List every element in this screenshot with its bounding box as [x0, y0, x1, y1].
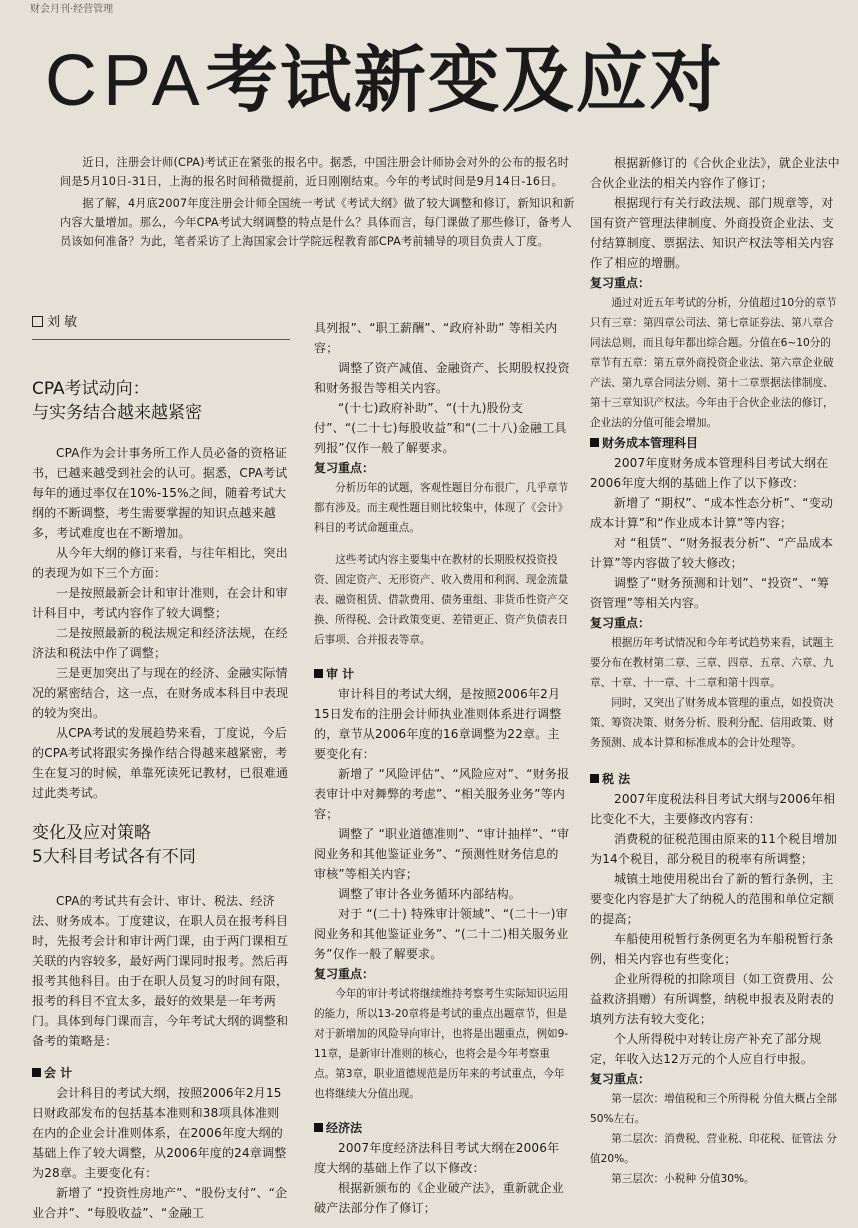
byline-divider: [32, 339, 290, 340]
col2-paragraph: 新增了 “风险评估”、“风险应对”、“财务报表审计中对舞弊的考虑”、“相关服务业务”等内容；: [314, 767, 570, 821]
subject-heading-accounting: 会 计: [32, 1063, 290, 1083]
subject-heading-audit: 审 计: [314, 664, 570, 684]
review-paragraph: 今年的审计考试将继续维持考察考生实际知识运用的能力，所以13-20章将是考试的重点出题章节，但是对于新增加的风险导向审计，也将是出题重点，例如9-11章，是新审计准则的核心，也将会是今年考察重点。第3章，职业道德规范是历年来的考试重点，今年也将继续大分值出现。: [314, 988, 569, 1100]
headline-chinese: 考试新变及应对: [205, 38, 724, 122]
col3-paragraph: 根据新修订的《合伙企业法》，就企业法中合伙企业法的相关内容作了修订；: [590, 156, 840, 190]
square-bullet-icon: [590, 774, 599, 783]
subject-heading-tax-law: 税 法: [590, 769, 840, 789]
col2-paragraph: 调整了 “职业道德准则”、“审计抽样”、“审阅业务和其他鉴证业务”、“预测性财务信息的审核”等相关内容；: [314, 827, 570, 881]
col2-paragraph: 根据新颁布的《企业破产法》，重新就企业破产法部分作了修订；: [314, 1181, 564, 1215]
section-heading-trends-line1: CPA考试动向：: [32, 379, 150, 399]
square-bullet-icon: [314, 1123, 323, 1132]
subject-heading-economic-law: 经济法: [314, 1118, 570, 1138]
square-bullet-icon: [32, 1068, 41, 1077]
col3-paragraph: 对 “租赁”、“财务报表分析”、“产品成本计算”等内容做了较大修改；: [590, 536, 834, 570]
col1-paragraph: CPA作为会计事务所工作人员必备的资格证书，已越来越受到社会的认可。据悉，CPA考试每年的通过率仅在10%-15%之间，随着考试大纲的不断调整，考生需要掌握的知识点越来越多，考试难度也在不断增加。: [32, 446, 288, 540]
review-paragraph: 分析历年的试题，客观性题目分布很广，几乎章节都有涉及。而主观性题目则比较集中，体现了《会计》科目的考试命题重点。: [314, 482, 569, 534]
headline-latin: CPA: [45, 41, 206, 121]
col3-paragraph: 2007年度税法科目考试大纲与2006年相比变化不大，主要修改内容有：: [590, 792, 836, 826]
page-header-label: 财会月刊·经营管理: [30, 4, 114, 15]
col3-paragraph: 2007年度财务成本管理科目考试大纲在2006年度大纲的基础上作了以下修改：: [590, 456, 829, 490]
col2-paragraph: “(十七)政府补助”、“(十九)股份支付”、“(二十七)每股收益”和“(二十八)金融工具列报”仅作一般了解要求。: [314, 401, 567, 455]
byline: [32, 315, 290, 331]
col3-paragraph: 消费税的征税范围由原来的11个税目增加为14个税目，部分税目的税率有所调整；: [590, 832, 838, 866]
col3-paragraph: 调整了“财务预测和计划”、“投资”、“筹资管理”等相关内容。: [590, 576, 830, 610]
review-paragraph: 同时，又突出了财务成本管理的重点，如投资决策、筹资决策、财务分析、股利分配、信用政策、财务预测、成本计算和标准成本的会计处理等。: [590, 697, 834, 749]
lead-block: [60, 153, 580, 295]
col1-paragraph: 会计科目的考试大纲，按照2006年2月15日财政部发布的包括基本准则和38项具体准则在内的企业会计准则体系，在2006年度大纲的基础上作了较大调整，从2006年度的24章调整为28章。主要变化有：: [32, 1086, 287, 1180]
col1-paragraph: 新增了 “投资性房地产”、“股份支付”、“企业合并”、“每股收益”、“金融工: [32, 1186, 288, 1220]
col2-paragraph: 具列报”、“职工薪酬”、“政府补助” 等相关内容；: [314, 321, 558, 355]
review-heading-audit: 复习重点：: [314, 967, 375, 981]
col3-paragraph: 根据现行有关行政法规、部门规章等，对国有资产管理法律制度、外商投资企业法、支付结算制度、票据法、知识产权法等相关内容作了相应的增删。: [590, 196, 835, 270]
col1-paragraph: CPA的考试共有会计、审计、税法、经济法、财务成本。丁度建议，在职人员在报考科目时，先报考会计和审计两门课，由于两门课相互关联的内容较多，最好两门课同时报考。然后再报考其他科目。由于在职人员复习的时间有限，报考的科目不宜太多，最好的效果是一年考两门。具体到每门课而言，今年考试大纲的调整和备考的策略是：: [32, 894, 289, 1048]
lead-paragraph-2: 据了解，4月底2007年度注册会计师全国统一考试《考试大纲》做了较大调整和修订，新知识和新内容大量增加。那么，今年CPA考试大纲调整的特点是什么？具体而言，每门课做了那些修订，备考人员该如何准备？为此，笔者采访了上海国家会计学院远程教育部CPA考前辅导的项目负责人丁度。: [60, 197, 575, 248]
review-tier-line: 第二层次：消费税、营业税、印花税、征管法 分值20%。: [590, 1133, 838, 1165]
column-1: [32, 315, 290, 1228]
col3-paragraph: 个人所得税中对转让房产补充了部分规定，年收入达12万元的个人应自行申报。: [590, 1032, 822, 1066]
col3-paragraph: 车船使用税暂行条例更名为车船税暂行条例，相关内容也有些变化；: [590, 932, 834, 966]
square-bullet-icon: [590, 438, 599, 447]
column-2: [314, 318, 570, 1228]
col1-paragraph: 三是更加突出了与现在的经济、金融实际情况的紧密结合，这一点，在财务成本科目中表现的较为突出。: [32, 666, 289, 720]
col1-paragraph: 二是按照最新的税法规定和经济法规，在经济法和税法中作了调整；: [32, 626, 288, 660]
section-heading-strategy-line2: 5大科目考试各有不同: [32, 847, 196, 867]
review-heading-finance-cost: 复习重点：: [590, 616, 651, 630]
col2-paragraph: 审计科目的考试大纲，是按照2006年2月15日发布的注册会计师执业准则体系进行调整的，章节从2006年度的16章调整为22章。主要变化有：: [314, 687, 562, 761]
review-heading-tax-law: 复习重点：: [590, 1072, 651, 1086]
subject-heading-finance-cost: 财务成本管理科目: [590, 433, 840, 453]
column-3: [590, 153, 840, 1228]
lead-paragraph-1: 近日，注册会计师(CPA)考试正在紧张的报名中。据悉，中国注册会计师协会对外的公布的报名时间是5月10日-31日，上海的报名时间稍微提前，近日刚刚结束。今年的考试时间是9月14日-16日。: [60, 156, 570, 188]
section-heading-trends-line2: 与实务结合越来越紧密: [32, 403, 202, 423]
section-heading-strategy-line1: 变化及应对策略: [32, 823, 151, 843]
col3-paragraph: 新增了 “期权”、“成本性态分析”、“变动成本计算”和“作业成本计算”等内容；: [590, 496, 834, 530]
col2-paragraph: 调整了资产减值、金融资产、长期股权投资和财务报告等相关内容。: [314, 361, 570, 395]
col3-paragraph: 企业所得税的扣除项目（如工资费用、公益救济捐赠）有所调整，纳税申报表及附表的填列方法有较大变化；: [590, 972, 835, 1026]
review-paragraph: 这些考试内容主要集中在教材的长期股权投资投资、固定资产、无形资产、收入费用和利润、现金流量表、融资租赁、借款费用、债务重组、非货币性资产交换、所得税、会计政策变更、差错更正、资产负债表日后事项、合并报表等章。: [314, 554, 569, 646]
col1-paragraph: 从今年大纲的修订来看，与往年相比，突出的表现为如下三个方面：: [32, 546, 288, 580]
col2-paragraph: 对于 “(二十) 特殊审计领域”、“(二十一)审阅业务和其他鉴证业务”、“(二十二)相关服务业务”仅作一般了解要求。: [314, 907, 569, 961]
col2-paragraph: 调整了审计各业务循环内部结构。: [338, 887, 522, 901]
review-paragraph: 通过对近五年考试的分析，分值超过10分的章节只有三章：第四章公司法、第七章证券法、第八章合同法总则，而且每年都出综合题。分值在6~10分的章节有五章：第五章外商投资企业法、第六章企业破产法、第九章合同法分则、第十二章票据法律制度、第十三章知识产权法。今年由于合伙企业法的修订，企业法的分值可能会增加。: [590, 297, 837, 429]
review-tier-line: 第三层次：小税种 分值30%。: [611, 1173, 755, 1185]
col3-paragraph: 城镇土地使用税出台了新的暂行条例，主要变化内容是扩大了纳税人的范围和单位定额的提高；: [590, 872, 835, 926]
headline: [45, 30, 835, 130]
review-heading-economic-law: 复习重点：: [590, 276, 651, 290]
review-heading-accounting: 复习重点：: [314, 461, 375, 475]
col1-paragraph: 从CPA考试的发展趋势来看，丁度说，今后的CPA考试将跟实务操作结合得越来越紧密，考生在复习的时候，单靠死读死记教材，已很难通过此类考试。: [32, 726, 289, 800]
byline-author: 刘 敏: [47, 315, 78, 330]
square-bullet-icon: [314, 669, 323, 678]
review-paragraph: 根据历年考试情况和今年考试趋势来看，试题主要分布在教材第二章、三章、四章、五章、六章、九章、十章、十一章、十二章和第十四章。: [590, 637, 834, 689]
col1-paragraph: 一是按照最新会计和审计准则，在会计和审计科目中，考试内容作了较大调整；: [32, 586, 288, 620]
review-tier-line: 第一层次：增值税和三个所得税 分值大概占全部50%左右。: [590, 1093, 838, 1125]
col2-paragraph: 2007年度经济法科目考试大纲在2006年度大纲的基础上作了以下修改：: [314, 1141, 560, 1175]
byline-box-icon: [32, 316, 43, 327]
